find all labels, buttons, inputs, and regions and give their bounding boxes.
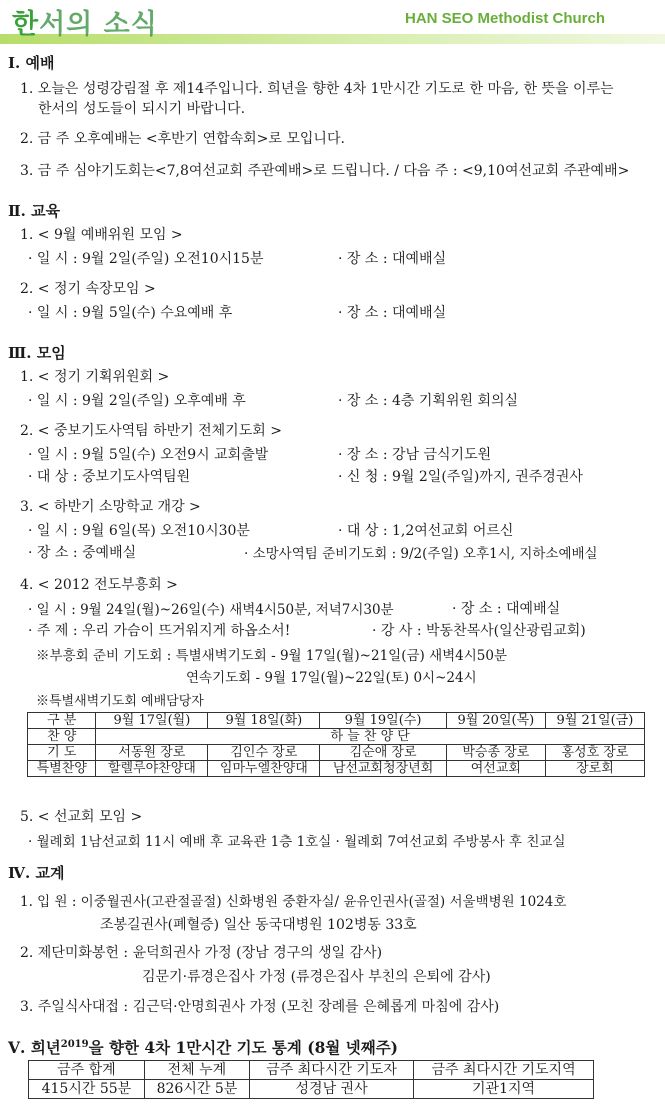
meet-item-4-note: ※특별새벽기도회 예배담당자 xyxy=(36,694,204,709)
newsletter-header xyxy=(0,0,665,44)
table-row: 특별찬양 할렐루야찬양대 임마누엘찬양대 남선교회청장년회 여선교회 장로회 xyxy=(28,761,645,777)
meet-item-3: 3. < 하반기 소망학교 개강 > xyxy=(20,499,201,515)
meet-item-3-date: · 일 시 : 9월 6일(목) 오전10시30분 xyxy=(28,523,250,539)
community-item-1-cont: 조봉길권사(폐혈증) 일산 동국대병원 102병동 33호 xyxy=(100,917,417,933)
meet-item-4-theme: · 주 제 : 우리 가슴이 뜨거워지게 하옵소서! xyxy=(28,623,291,639)
community-item-2: 2. 제단미화봉헌 : 윤덕희권사 가정 (장남 경구의 생일 감사) xyxy=(20,945,383,961)
worship-item-1-cont: 한서의 성도들이 되시기 바랍니다. xyxy=(38,101,246,117)
meet-item-5-detail: · 월례회 1남선교회 11시 예배 후 교육관 1층 1호실 · 월례회 7여선교회 주방봉사 후 친교실 xyxy=(28,834,566,850)
meet-item-4-date: · 일 시 : 9월 24일(월)~26일(수) 새벽4시50분, 저녁7시30분 xyxy=(28,602,394,618)
meet-item-4: 4. < 2012 전도부흥회 > xyxy=(20,577,178,593)
worship-item-2: 2. 금 주 오후예배는 <후반기 연합속회>로 모입니다. xyxy=(20,131,345,147)
meet-item-2-target: · 대 상 : 중보기도사역팀원 xyxy=(28,469,191,485)
meet-item-2-place: · 장 소 : 강남 금식기도원 xyxy=(338,447,492,463)
community-item-1: 1. 입 원 : 이중월권사(고관절골절) 신화병원 중환자실/ 윤유인권사(골절) 서울백병원 1024호 xyxy=(20,894,567,910)
section-worship-title: Ⅰ. 예배 xyxy=(8,54,55,72)
meet-item-2: 2. < 중보기도사역팀 하반기 전체기도회 > xyxy=(20,423,282,439)
edu-item-2: 2. < 정기 속장모임 > xyxy=(20,281,156,297)
edu-item-1-place: · 장 소 : 대예배실 xyxy=(338,251,447,267)
meet-item-5: 5. < 선교회 모임 > xyxy=(20,809,143,825)
meet-item-1-place: · 장 소 : 4층 기획위원 회의실 xyxy=(338,393,519,409)
section-prayer-stats-title: Ⅴ. 희년$^{2019}$을 향한 4차 1만시간 기도 통계 (8월 넷째주) xyxy=(8,1038,399,1057)
community-item-3: 3. 주일식사대접 : 김근덕·안명희권사 가정 (모친 장례를 은혜롭게 마침에 감사) xyxy=(20,999,500,1015)
meet-item-2-date: · 일 시 : 9월 5일(수) 오전9시 교회출발 xyxy=(28,447,269,463)
section-meetings-title: Ⅲ. 모임 xyxy=(8,344,66,362)
section-education-title: Ⅱ. 교육 xyxy=(8,202,61,220)
dawn-prayer-table xyxy=(27,712,645,777)
table-row: 기 도 서동원 장로 김인수 장로 김순애 장로 박승종 장로 홍성호 장로 xyxy=(28,745,645,761)
prayer-stats-table xyxy=(28,1060,594,1099)
table-row: 구 분 9월 17일(월) 9월 18일(화) 9월 19일(수) 9월 20일(목) 9월 21일(금) xyxy=(28,713,645,729)
meet-item-2-signup: · 신 청 : 9월 2일(주일)까지, 권주경권사 xyxy=(338,469,583,485)
edu-item-2-place: · 장 소 : 대예배실 xyxy=(338,305,447,321)
meet-item-4-prep-1: ※부흥회 준비 기도회 : 특별새벽기도회 - 9월 17일(월)~21일(금) 새벽4시50분 xyxy=(36,648,508,664)
meet-item-4-speaker: · 강 사 : 박동찬목사(일산광림교회) xyxy=(372,623,586,639)
worship-item-1: 1. 오늘은 성령강림절 후 제14주입니다. 희년을 향한 4차 1만시간 기도로 한 마음, 한 뜻을 이루는 xyxy=(20,81,614,97)
community-item-2-cont: 김문기·류경은집사 가정 (류경은집사 부친의 은퇴에 감사) xyxy=(142,969,491,985)
meet-item-3-place: · 장 소 : 중예배실 xyxy=(28,545,137,561)
table-row: 찬 양 하 늘 찬 양 단 xyxy=(28,729,645,745)
section-community-title: Ⅳ. 교계 xyxy=(8,864,65,882)
newsletter-logo: 한서의 소식 xyxy=(12,9,158,40)
meet-item-1: 1. < 정기 기획위원회 > xyxy=(20,369,170,385)
meet-item-4-prep-2: 연속기도회 - 9월 17일(월)~22일(토) 0시~24시 xyxy=(186,670,477,686)
meet-item-1-date: · 일 시 : 9월 2일(주일) 오후예배 후 xyxy=(28,393,246,409)
edu-item-1-date: · 일 시 : 9월 2일(주일) 오전10시15분 xyxy=(28,251,264,267)
meet-item-3-prayer: · 소망사역팀 준비기도회 : 9/2(주일) 오후1시, 지하소예배실 xyxy=(244,546,598,562)
table-row: 415시간 55분 826시간 5분 성경남 권사 기관1지역 xyxy=(29,1080,594,1099)
edu-item-1: 1. < 9월 예배위원 모임 > xyxy=(20,227,183,243)
meet-item-3-target: · 대 상 : 1,2여선교회 어르신 xyxy=(338,523,514,539)
table-row: 금주 합계 전체 누계 금주 최다시간 기도자 금주 최다시간 기도지역 xyxy=(29,1061,594,1080)
meet-item-4-place: · 장 소 : 대예배실 xyxy=(452,601,561,617)
edu-item-2-date: · 일 시 : 9월 5일(수) 수요예배 후 xyxy=(28,305,233,321)
worship-item-3: 3. 금 주 심야기도회는<7,8여선교회 주관예배>로 드립니다. / 다음 주 : <9,10여선교회 주관예배> xyxy=(20,163,630,179)
church-name: HAN SEO Methodist Church xyxy=(404,10,605,27)
